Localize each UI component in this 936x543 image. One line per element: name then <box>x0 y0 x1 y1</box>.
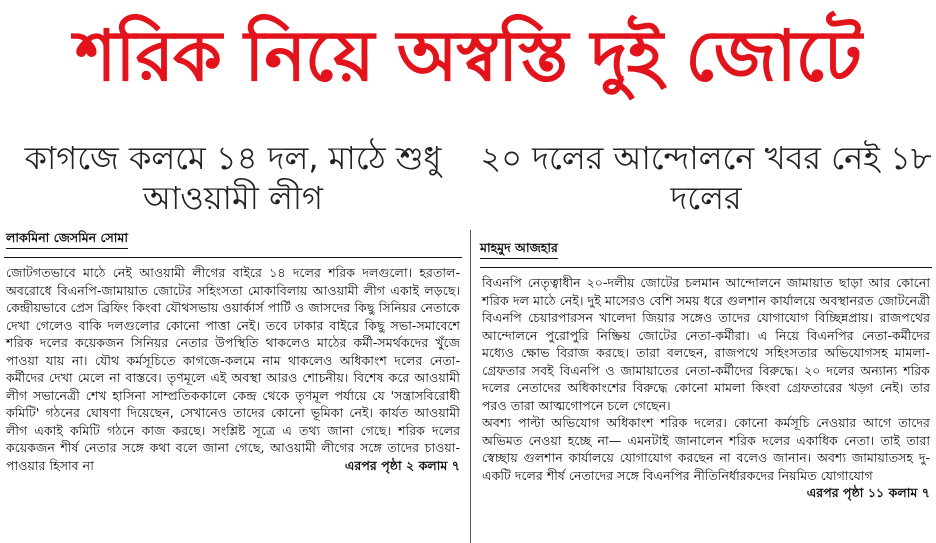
right-jump-link[interactable]: এরপর পৃষ্ঠা ১১ কলাম ৭ <box>806 485 930 500</box>
right-subhead: ২০ দলের আন্দোলনে খবর নেই ১৮ দলের <box>480 139 932 217</box>
headline: শরিক নিয়ে অস্বস্তি দুই জোটে <box>75 15 861 97</box>
left-body <box>6 264 460 474</box>
left-jump-link[interactable]: এরপর পৃষ্ঠা ২ কলাম ৭ <box>344 457 460 473</box>
left-body-text: জোটগতভাবে মাঠে নেই আওয়ামী লীগের বাইরে ১৪ দলের শরিক দলগুলো। হরতাল-অবরোধে বিএনপি-জামায়াত জোটের সহিংসতা মোকাবিলায় আওয়ামী লীগ একাই লড়ছে। কেন্দ্রীয়ভাবে প্রেস ব্রিফিং কিংবা যৌথসভায় ওয়ার্কার্স পার্টি ও জাসদের কিছু সিনিয়র নেতাকে দেখা গেলেও বাকি দলগুলোর কোনো পাত্তা নেই। তবে ঢাকার বাইরে কিছু সভা-সমাবেশে শরিক দলের কয়েকজন সিনিয়র নেতার উপস্থিতি থাকলেও মাঠের কর্মী-সমর্থকদের খুঁজে পাওয়া যায় না। যৌথ কর্মসূচিতে কাগজে-কলমে নাম থাকলেও অধিকাংশ দলের নেতা-কর্মীদের দেখা মেলে না বাস্তবে। তৃণমূলে এই অবস্থা আরও শোচনীয়। বিশেষ করে আওয়ামী লীগ সভানেত্রী শেখ হাসিনা সাম্প্রতিককালে কেন্দ্র থেকে তৃণমূল পর্যায়ে যে 'সন্ত্রাসবিরোধী কমিটি' গঠনের ঘোষণা দিয়েছেন, সেখানেও তাদের কোনো ভূমিকা নেই। কার্যত আওয়ামী লীগ একাই কমিটি গঠনে কাজ করছে। সংশ্লিষ্ট সূত্রে এ তথ্য জানা গেছে। শরিক দলের কয়েকজন শীর্ষ নেতার সঙ্গে কথা বলে জানা গেছে, আওয়ামী লীগের সঙ্গে তাদের চাওয়া-পাওয়ার হিসাব না <box>6 265 460 473</box>
left-rule <box>4 257 462 258</box>
right-byline: মাহমুদ আজহার <box>480 240 558 259</box>
right-body <box>482 274 930 500</box>
left-byline: লাকমিনা জেসমিন সোমা <box>6 230 128 249</box>
right-body-paragraph-2: অবশ্য পাল্টা অভিযোগ অধিকাংশ শরিক দলের। কোনো কর্মসূচি নেওয়ার আগে তাদের অভিমত নেওয়া হচ্ছে না— এমনটাই জানালেন শরিক দলের একাধিক নেতা। তাই তারা স্বেচ্ছায় গুলশান কার্যালয়ে যোগাযোগ করছেন না বলেও জানান। অবশ্য জামায়াতসহ দু-একটি দলের শীর্ষ নেতাদের সঙ্গে বিএনপির নীতিনির্ধারকদের নিয়মিত যোগাযোগ <box>482 415 930 483</box>
left-subhead: কাগজে কলমে ১৪ দল, মাঠে শুধু আওয়ামী লীগ <box>24 139 442 217</box>
right-article <box>476 138 936 502</box>
right-rule <box>480 267 932 268</box>
left-article <box>0 138 466 474</box>
column-divider <box>470 230 471 543</box>
right-body-paragraph-1: বিএনপি নেতৃত্বাধীন ২০-দলীয় জোটের চলমান আন্দোলনে জামায়াত ছাড়া আর কোনো শরিক দল মাঠে নেই। দুই মাসেরও বেশি সময় ধরে গুলশান কার্যালয়ে অবস্থানরত জোটনেত্রী বিএনপি চেয়ারপারসন খালেদা জিয়ার সঙ্গেও তাদের যোগাযোগ বিচ্ছিন্নপ্রায়। রাজপথের আন্দোলনে পুরোপুরি নিষ্ক্রিয় জোটের নেতা-কর্মীরা। এ নিয়ে বিএনপির নেতা-কর্মীদের মধ্যেও ক্ষোভ বিরাজ করছে। তারা বলছেন, রাজপথে সহিংসতার অভিযোগসহ মামলা-গ্রেফতার সবই বিএনপি ও জামায়াতের নেতা-কর্মীদের বিরুদ্ধে। ২০ দলের অন্যান্য শরিক দলের নেতাদের অধিকাংশের বিরুদ্ধে কোনো মামলা কিংবা গ্রেফতারের খড়্গ নেই। তার পরও তারা আত্মগোপনে চলে গেছেন। <box>482 275 930 413</box>
